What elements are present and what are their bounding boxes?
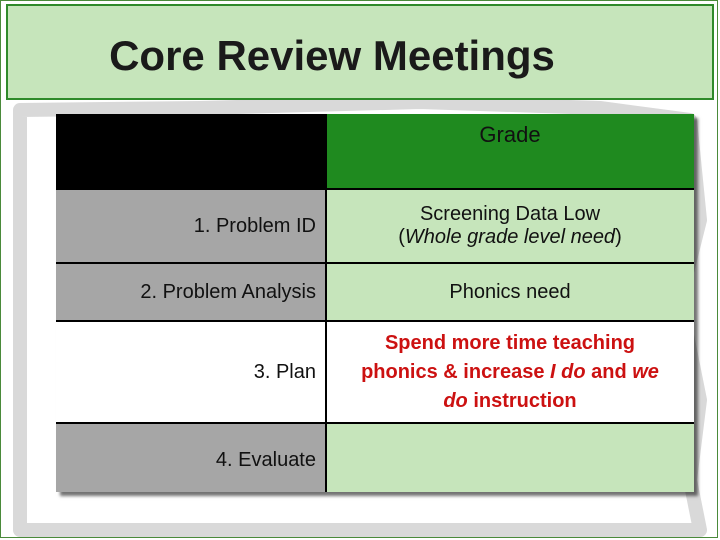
row-label-problem-analysis: 2. Problem Analysis [56, 264, 326, 320]
row-value-plan: Spend more time teaching phonics & increase I do and we do instruction [326, 322, 694, 422]
row-label-evaluate: 4. Evaluate [56, 424, 326, 492]
table-header-grade: Grade [326, 114, 694, 188]
row-label-plan: 3. Plan [56, 322, 326, 422]
row-label-problem-id: 1. Problem ID [56, 190, 326, 262]
slide-title: Core Review Meetings [109, 32, 555, 79]
row-divider [56, 188, 694, 190]
row-divider [56, 262, 694, 264]
row-value-problem-id: Screening Data Low (Whole grade level need) [326, 190, 694, 262]
row-value-evaluate [326, 424, 694, 492]
column-divider [325, 114, 327, 492]
title-bar [6, 4, 714, 100]
core-review-table [56, 114, 694, 492]
row-value-problem-analysis: Phonics need [326, 264, 694, 320]
table-header-empty [56, 114, 326, 188]
row-divider [56, 422, 694, 424]
row-divider [56, 320, 694, 322]
